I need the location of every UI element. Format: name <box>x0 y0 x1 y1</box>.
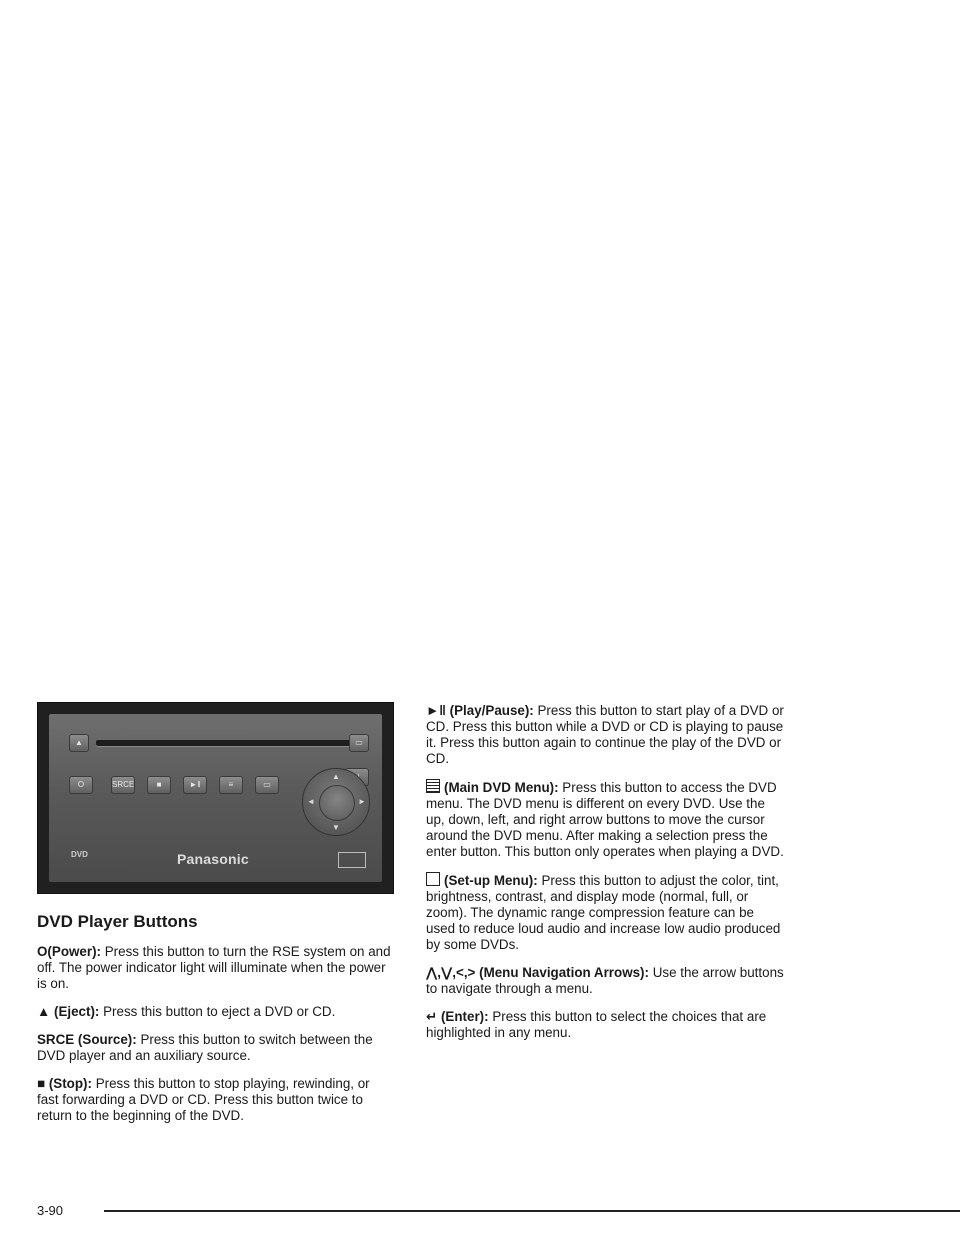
up-arrow-icon: ▲ <box>332 772 340 781</box>
setup-menu-icon <box>426 872 440 886</box>
main-menu-icon <box>426 779 440 793</box>
dpad-center <box>319 785 355 821</box>
entry-text: Use the arrow buttons to navigate through a menu. <box>426 965 784 996</box>
dvd-player-panel <box>49 714 382 882</box>
entry-stop <box>37 1076 392 1124</box>
entry-text: Press this button to start play of a DVD or CD. Press this button while a DVD or CD is playing to pause it. Press this button again to continue the play of the DVD or CD. <box>426 703 784 766</box>
entry-text: Press this button to access the DVD menu. The DVD menu is different on every DVD. Use the up, down, left, and right arrow buttons to move the cursor around the DVD menu. After making a selection press the enter button. This button only operates when playing a DVD. <box>426 780 784 859</box>
navigation-arrows-icon: ⋀,⋁,<,> <box>426 965 476 980</box>
entry-label: (Main DVD Menu): <box>444 780 559 795</box>
brand-logo: Panasonic <box>177 851 249 867</box>
left-arrow-icon: ◄ <box>307 797 315 806</box>
entry-label: (Power): <box>47 944 101 959</box>
entry-setup-menu <box>426 872 786 953</box>
power-icon: O <box>37 944 48 959</box>
power-button-graphic: O <box>69 776 93 794</box>
entry-play-pause <box>426 703 786 767</box>
entry-text: Press this button to select the choices that are highlighted in any menu. <box>426 1009 767 1040</box>
eject-button-graphic: ▲ <box>69 734 89 752</box>
entry-label: (Enter): <box>440 1009 489 1024</box>
footer-rule <box>104 1210 960 1212</box>
entry-label: (Set-up Menu): <box>444 873 538 888</box>
navigation-pad-graphic <box>302 768 370 836</box>
entry-enter <box>426 1009 786 1041</box>
source-button-graphic: SRCE <box>111 776 135 794</box>
section-title: DVD Player Buttons <box>37 912 198 931</box>
dolby-badge <box>338 852 366 868</box>
right-column <box>426 703 786 1053</box>
dvd-logo: DVD <box>71 850 88 859</box>
entry-eject <box>37 1004 392 1020</box>
entry-main-menu <box>426 779 786 860</box>
enter-icon: ↵ <box>426 1009 438 1024</box>
play-pause-icon: ►‖ <box>426 703 446 718</box>
entry-label: SRCE (Source): <box>37 1032 137 1047</box>
stop-icon: ■ <box>37 1076 46 1091</box>
down-arrow-icon: ▼ <box>332 823 340 832</box>
setup-button-graphic: ▭ <box>255 776 279 794</box>
entry-text: Press this button to adjust the color, tint, brightness, contrast, and display mode (normal, full, or zoom). The dynamic range compression feature can be used to reduce loud audio and increase low audio produced by some DVDs. <box>426 873 781 952</box>
dvd-player-figure <box>37 702 394 894</box>
entry-source <box>37 1032 392 1064</box>
entry-text: Press this button to stop playing, rewinding, or fast forwarding a DVD or CD. Press this button twice to return to the beginning of the DVD. <box>37 1076 370 1123</box>
entry-label: (Eject): <box>54 1004 100 1019</box>
stop-button-graphic: ■ <box>147 776 171 794</box>
entry-navigation-arrows <box>426 965 786 997</box>
page-number: 3-90 <box>37 1203 64 1218</box>
disc-slot <box>96 740 356 746</box>
entry-text: Press this button to switch between the DVD player and an auxiliary source. <box>37 1032 373 1063</box>
entry-label: (Stop): <box>48 1076 92 1091</box>
entry-label: (Menu Navigation Arrows): <box>479 965 649 980</box>
left-column <box>37 702 392 1136</box>
eject-icon: ▲ <box>37 1004 51 1019</box>
entry-label: (Play/Pause): <box>449 703 534 718</box>
entry-text: Press this button to eject a DVD or CD. <box>103 1004 336 1019</box>
right-arrow-icon: ► <box>358 797 366 806</box>
play-pause-button-graphic: ►‖ <box>183 776 207 794</box>
slot-indicator-graphic: ▭ <box>349 734 369 752</box>
entry-power <box>37 944 392 992</box>
entry-text: Press this button to turn the RSE system on and off. The power indicator light will illuminate when the power is on. <box>37 944 391 991</box>
menu-button-graphic: ≡ <box>219 776 243 794</box>
